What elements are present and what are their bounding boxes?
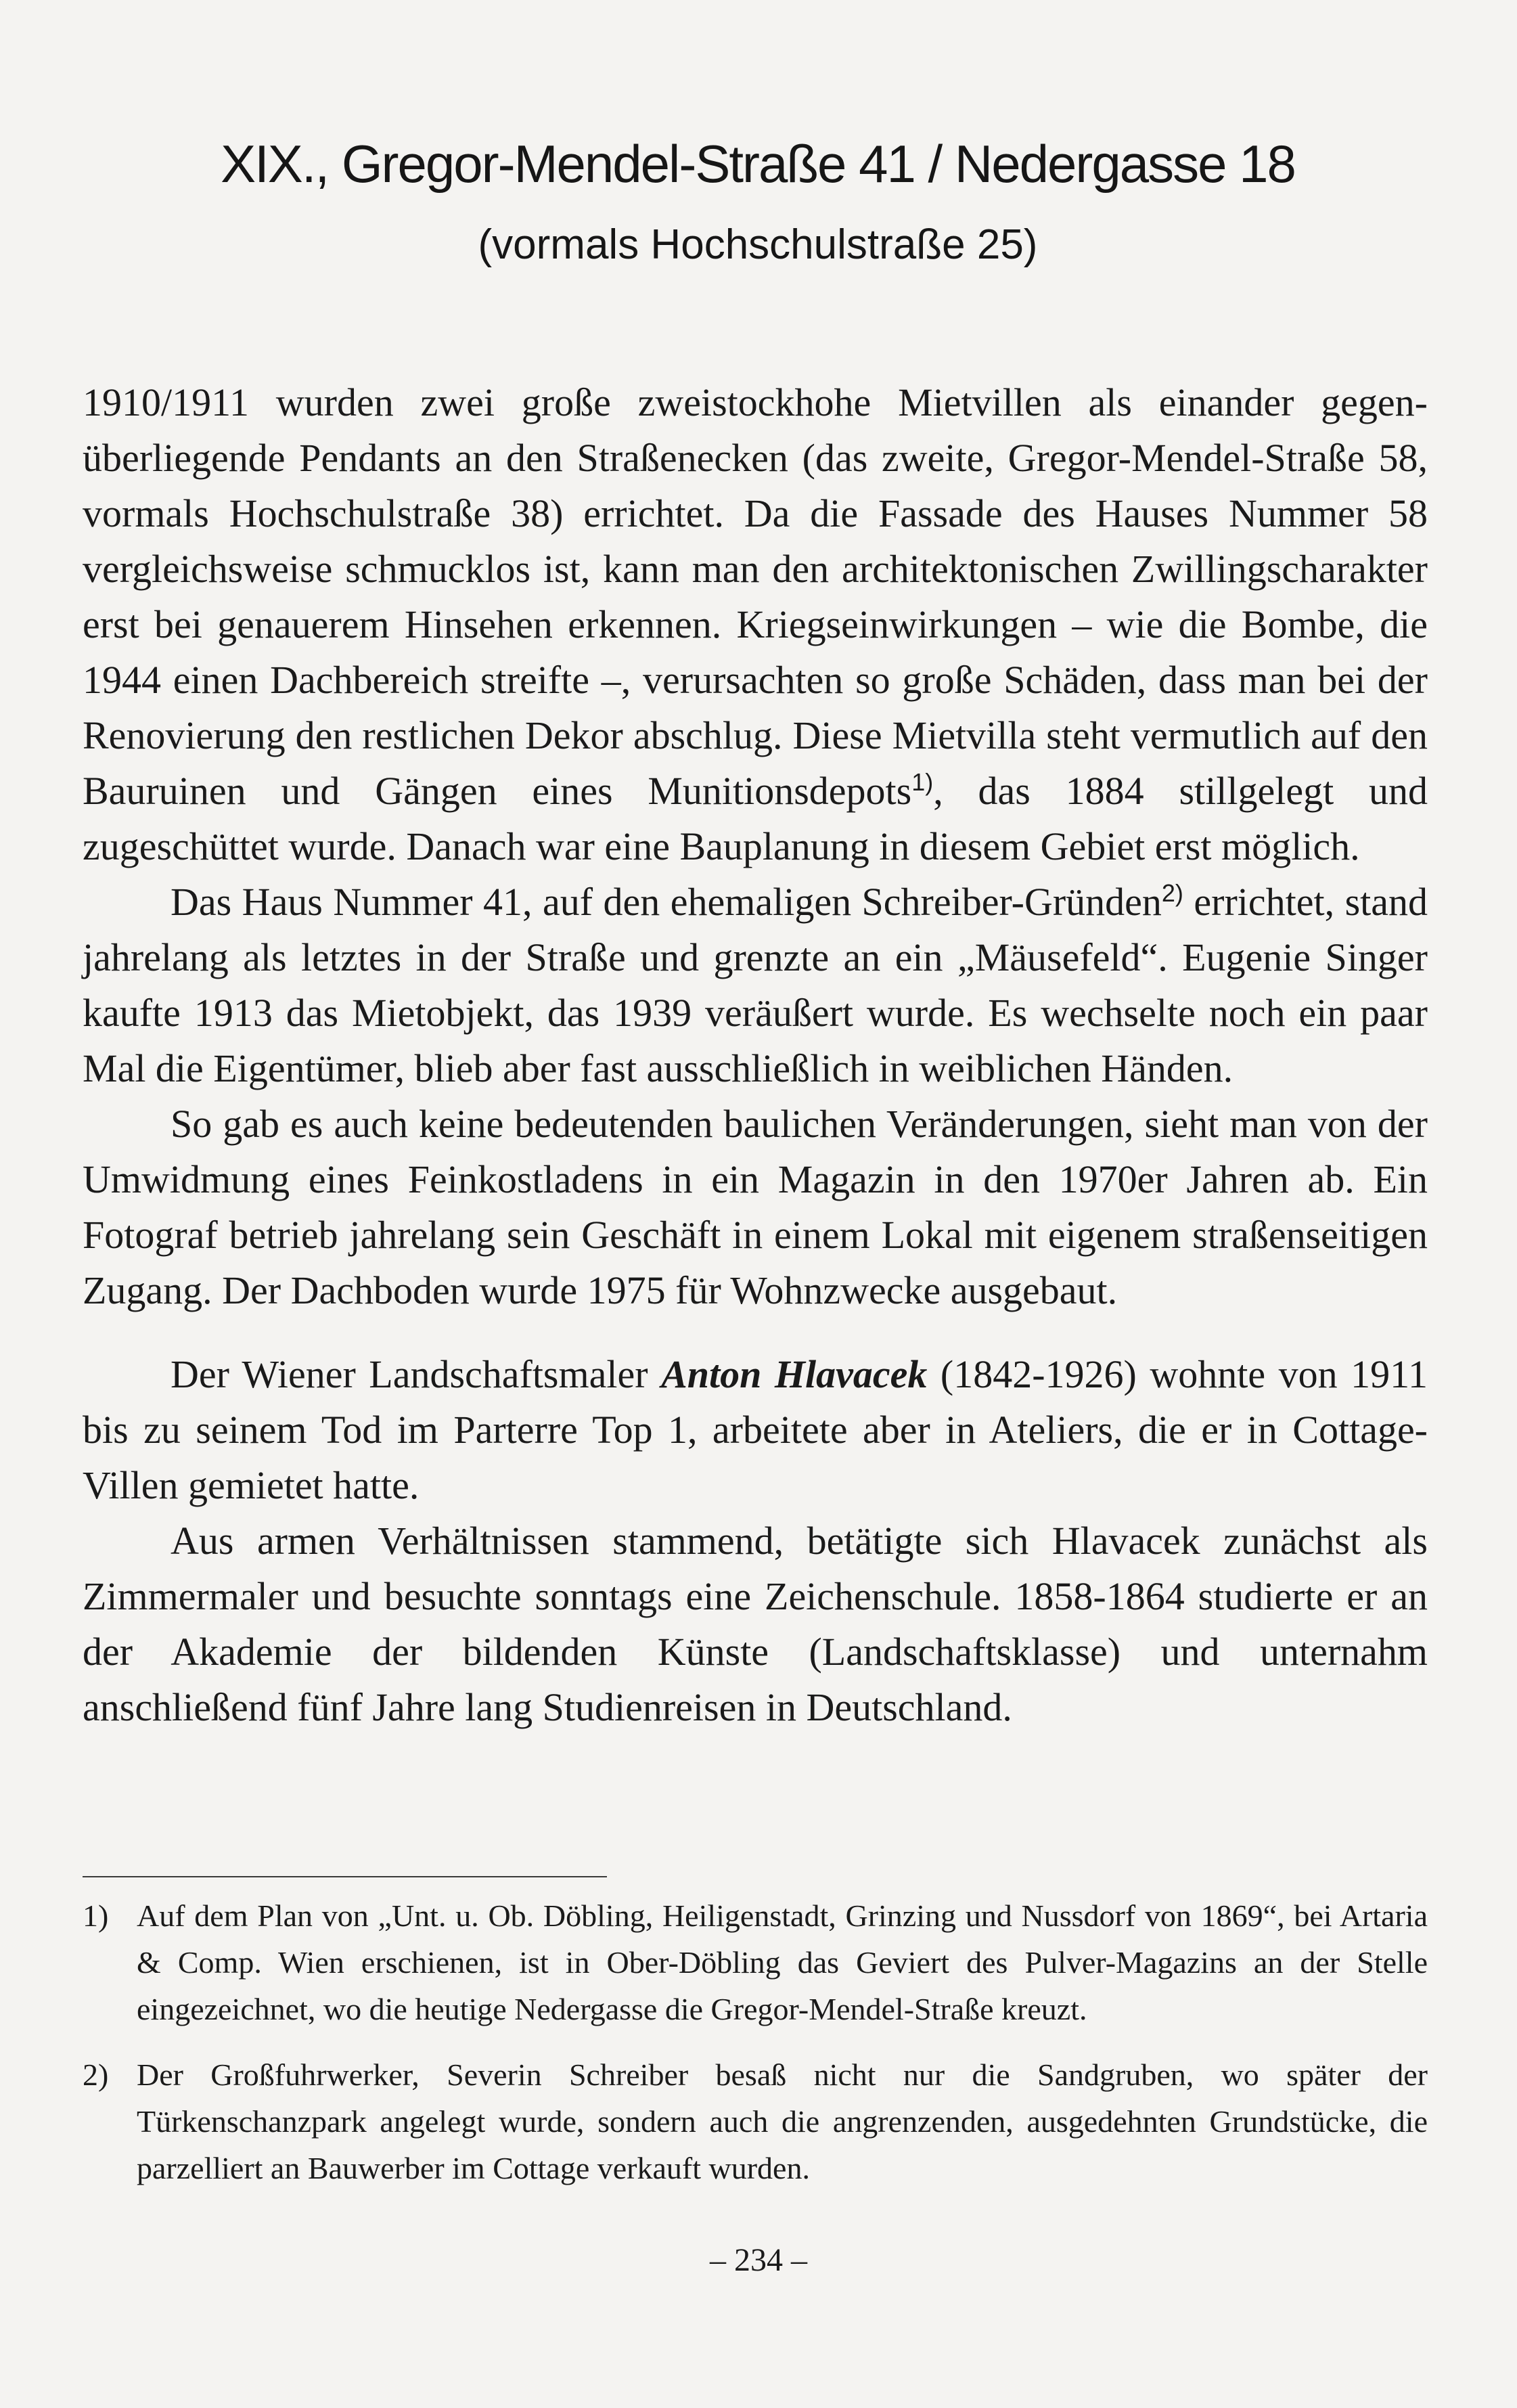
footnote-ref-1: 1)	[911, 768, 934, 796]
paragraph-3: So gab es auch keine bedeutenden baulichen Veränderungen, sieht man von der Umwidmung eines Feinkostladens in ein Magazin in den 1970er Jahren ab. Ein Fotograf betrieb jahrelang sein Geschäft in einem Lokal mit eigenem straßenseitigen Zugang. Der Dachboden wurde 1975 für Wohnzwecke ausgebaut.	[83, 1102, 1428, 1312]
page-title: XIX., Gregor-Mendel-Straße 41 / Nedergasse 18	[221, 134, 1295, 194]
paragraph-2-part-b: errichtet, stand jahrelang als letztes in der Straße und grenzte an ein „Mäusefeld“. Eugenie Singer kaufte 1913 das Mietobjekt, das 1939 veräußert wurde. Es wechselte noch ein paar Mal die Eigentümer, blieb aber fast ausschließlich in weiblichen Händen.	[83, 880, 1428, 1090]
body-text	[83, 375, 1428, 1735]
paragraph-1-part-a: 1910/1911 wurden zwei große zweistockhohe Mietvillen als einander gegenüberliegende Pendants an den Straßenecken (das zweite, Gregor-Mendel-Straße 58, vormals Hochschulstraße 38) errichtet. Da die Fassade des Hauses Nummer 58 vergleichsweise schmucklos ist, kann man den architektonischen Zwillingscharakter erst bei genauerem Hinsehen erkennen. Kriegseinwirkungen – wie die Bombe, die 1944 einen Dachbereich streifte –, verursachten so große Schäden, dass man bei der Renovierung den restlichen Dekor abschlug. Diese Mietvilla steht vermutlich auf den Bauruinen und Gängen eines Munitionsdepots	[83, 380, 1428, 813]
paragraph-4-part-a: Der Wiener Landschaftsmaler	[171, 1352, 662, 1396]
footnote-divider	[83, 1876, 607, 1877]
paragraph-1-part-b: , das 1884 stillgelegt und zugeschüttet wurde. Danach war eine Bauplanung in diesem Gebiet erst möglich.	[83, 769, 1428, 868]
footnote-1-text: Auf dem Plan von „Unt. u. Ob. Döbling, Heiligenstadt, Grinzing und Nussdorf von 1869“, bei Artaria & Comp. Wien erschienen, ist in Ober-Döbling das Geviert des Pulver-Magazins an der Stelle eingezeichnet, wo die heutige Nedergasse die Gregor-Mendel-Straße kreuzt.	[137, 1898, 1428, 2026]
footnote-ref-2: 2)	[1161, 879, 1183, 907]
paragraph-2	[83, 874, 1428, 1096]
page-number: – 234 –	[710, 2242, 807, 2278]
footnote-1-number: 1)	[83, 1898, 109, 1933]
footnote-2-text: Der Großfuhrwerker, Severin Schreiber besaß nicht nur die Sandgruben, wo später der Türkenschanzpark angelegt wurde, sondern auch die angrenzenden, ausgedehnten Grundstücke, die parzelliert an Bauwerber im Cottage verkauft wurden.	[137, 2057, 1428, 2185]
page-subtitle: (vormals Hochschulstraße 25)	[478, 221, 1038, 268]
paragraph-4-part-b: (1842-1926) wohnte von 1911 bis zu seinem Tod im Parterre Top 1, arbeitete aber in Ateliers, die er in Cottage-Villen gemietet hatte.	[83, 1352, 1428, 1507]
footnote-2	[83, 2051, 1428, 2191]
footnotes	[83, 1892, 1428, 2191]
paragraph-1	[83, 375, 1428, 874]
footnote-1	[83, 1892, 1428, 2032]
paragraph-4	[83, 1347, 1428, 1513]
paragraph-2-part-a: Das Haus Nummer 41, auf den ehemaligen Schreiber-Gründen	[171, 880, 1162, 924]
artist-name: Anton Hlavacek	[661, 1352, 928, 1396]
paragraph-5: Aus armen Verhältnissen stammend, betätigte sich Hlavacek zunächst als Zimmermaler und besuchte sonntags eine Zeichenschule. 1858-1864 studierte er an der Akademie der bildenden Künste (Landschaftsklasse) und unternahm anschließend fünf Jahre lang Studienreisen in Deutschland.	[83, 1519, 1428, 1729]
footnote-2-number: 2)	[83, 2057, 109, 2092]
